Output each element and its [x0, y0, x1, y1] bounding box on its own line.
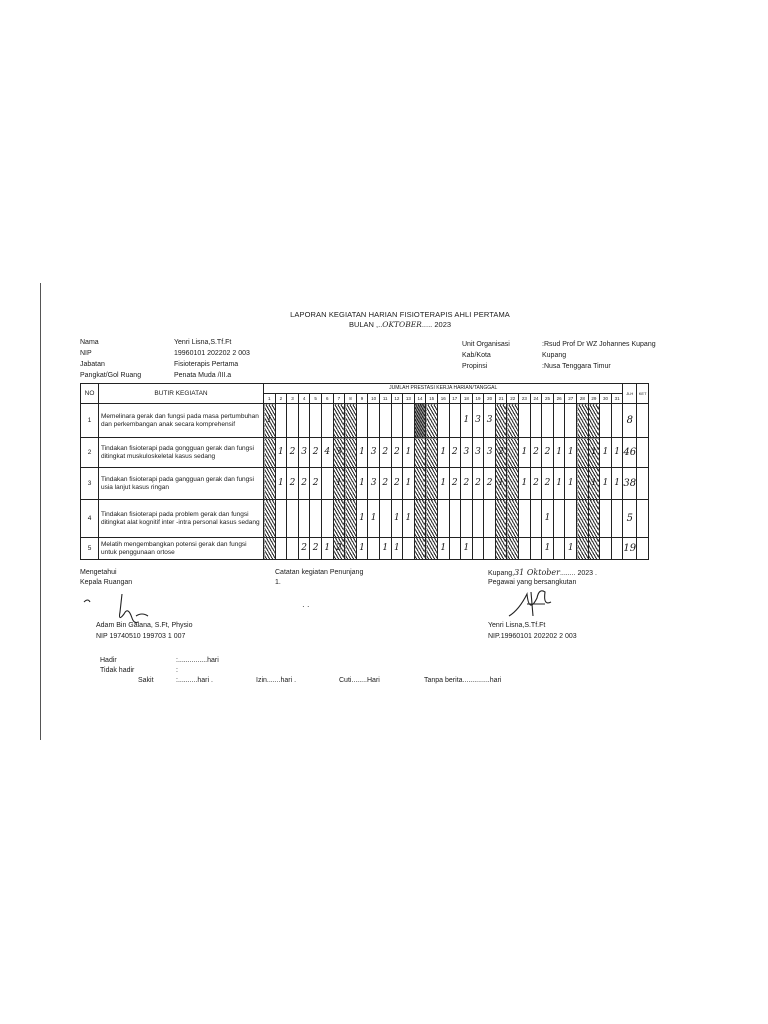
- day-number: 14: [414, 394, 426, 404]
- daily-count-cell: [414, 438, 426, 468]
- daily-count-cell: [495, 538, 507, 560]
- daily-count-cell: [530, 500, 542, 538]
- day-number: 2: [275, 394, 287, 404]
- daily-count-cell: [368, 538, 380, 560]
- cuti-text: Cuti........Hari: [339, 677, 380, 684]
- kabkota-value: Kupang: [542, 352, 567, 359]
- daily-count-cell: [368, 404, 380, 438]
- daily-count-cell: [553, 404, 565, 438]
- daily-count-cell: [414, 468, 426, 500]
- daily-count-cell: [391, 404, 403, 438]
- daily-count-cell: 1: [611, 438, 623, 468]
- unit-value: :Rsud Prof Dr WZ Johannes Kupang: [542, 341, 656, 348]
- daily-count-cell: [495, 500, 507, 538]
- day-number: 15: [426, 394, 438, 404]
- day-number: 13: [403, 394, 415, 404]
- day-number: 6: [321, 394, 333, 404]
- daily-count-cell: [530, 538, 542, 560]
- daily-count-cell: [321, 500, 333, 538]
- daily-count-cell: 1: [519, 438, 531, 468]
- daily-count-cell: [426, 468, 438, 500]
- day-number: 28: [577, 394, 589, 404]
- daily-count-cell: 1: [600, 438, 612, 468]
- daily-count-cell: 2: [379, 438, 391, 468]
- daily-count-cell: [287, 538, 299, 560]
- daily-count-cell: [577, 468, 589, 500]
- daily-count-cell: 1: [356, 438, 368, 468]
- kepala-name: Adam Bin Galana, S.Ft, Physio: [96, 622, 193, 629]
- daily-count-cell: 3: [484, 438, 496, 468]
- catatan-label: Catatan kegiatan Penunjang: [275, 569, 364, 576]
- daily-count-cell: [437, 500, 449, 538]
- row-total: 8: [623, 404, 637, 438]
- daily-count-cell: 2: [472, 468, 484, 500]
- table-row: [81, 538, 649, 560]
- daily-count-cell: 1: [461, 538, 473, 560]
- sakit-label: Sakit: [138, 677, 154, 684]
- daily-count-cell: 1: [600, 468, 612, 500]
- daily-count-cell: [519, 404, 531, 438]
- daily-count-cell: 2: [495, 438, 507, 468]
- row-total: 5: [623, 500, 637, 538]
- tanpa-berita-text: Tanpa berita..............hari: [424, 677, 502, 684]
- daily-count-cell: [472, 500, 484, 538]
- daily-count-cell: [577, 438, 589, 468]
- daily-count-cell: 1: [356, 538, 368, 560]
- col-jlh-header: JLH: [623, 384, 637, 404]
- tidak-hadir-label: Tidak hadir: [100, 667, 135, 674]
- row-total: 38: [623, 468, 637, 500]
- daily-count-cell: 2: [530, 468, 542, 500]
- activity-table: [80, 383, 649, 560]
- daily-count-cell: [472, 538, 484, 560]
- row-ket: [637, 500, 649, 538]
- table-row: [81, 500, 649, 538]
- daily-count-cell: 1: [565, 468, 577, 500]
- pegawai-label: Pegawai yang bersangkutan: [488, 579, 577, 586]
- kepala-ruangan-label: Kepala Ruangan: [80, 579, 133, 586]
- daily-count-cell: 2: [298, 468, 310, 500]
- pegawai-signature: [505, 586, 565, 622]
- daily-count-cell: [507, 500, 519, 538]
- row-number: 1: [81, 404, 99, 438]
- daily-count-cell: 3: [484, 404, 496, 438]
- month-year: ..... 2023: [421, 320, 452, 329]
- daily-count-cell: [600, 500, 612, 538]
- daily-count-cell: 1: [403, 438, 415, 468]
- daily-count-cell: [275, 500, 287, 538]
- day-number: 24: [530, 394, 542, 404]
- activity-description: Tindakan fisioterapi pada problem gerak dan fungsi ditingkat alat kognitif inter -intra personal kasus sedang: [99, 500, 264, 538]
- pegawai-nip: NIP.19960101 202202 2 003: [488, 633, 577, 640]
- report-month: [80, 320, 720, 329]
- daily-count-cell: [333, 404, 345, 438]
- day-number: 26: [553, 394, 565, 404]
- row-ket: [637, 468, 649, 500]
- day-number: 21: [495, 394, 507, 404]
- day-number: 23: [519, 394, 531, 404]
- col-butir-header: BUTIR KEGIATAN: [99, 384, 264, 404]
- daily-count-cell: [379, 500, 391, 538]
- daily-count-cell: 1: [275, 468, 287, 500]
- daily-count-cell: 2: [298, 538, 310, 560]
- activity-description: Memelinara gerak dan fungsi pada masa pertumbuhan dan perkembangan anak secara komprehensif: [99, 404, 264, 438]
- daily-count-cell: [426, 500, 438, 538]
- daily-count-cell: [553, 538, 565, 560]
- daily-count-cell: [507, 404, 519, 438]
- day-number: 25: [542, 394, 554, 404]
- daily-count-cell: 2: [391, 468, 403, 500]
- daily-count-cell: [414, 500, 426, 538]
- activity-description: Tindakan fisioterapi pada gongguan gerak dan fungsi ditingkat muskuloskeletal kasus sedang: [99, 438, 264, 468]
- daily-count-cell: 3: [368, 438, 380, 468]
- daily-count-cell: 1: [588, 438, 600, 468]
- col-jumlah-header: JUMLAH PRESTASI KERJA HARIAN/TANGGAL: [264, 384, 623, 394]
- hadir-label: Hadir: [100, 657, 117, 664]
- daily-count-cell: 1: [588, 468, 600, 500]
- daily-count-cell: [379, 404, 391, 438]
- daily-count-cell: 1: [565, 538, 577, 560]
- daily-count-cell: [588, 538, 600, 560]
- pangkat-label: Pangkat/Gol Ruang: [80, 372, 142, 379]
- day-number: 7: [333, 394, 345, 404]
- daily-count-cell: [414, 538, 426, 560]
- row-ket: [637, 438, 649, 468]
- daily-count-cell: 1: [542, 538, 554, 560]
- day-number: 18: [461, 394, 473, 404]
- day-number: 16: [437, 394, 449, 404]
- daily-count-cell: [577, 500, 589, 538]
- activity-description: Tindakan fisioterapi pada gangguan gerak dan fungsi usia lanjut kasus ringan: [99, 468, 264, 500]
- catatan-item: 1.: [275, 579, 281, 586]
- table-row: [81, 438, 649, 468]
- day-number: 4: [298, 394, 310, 404]
- daily-count-cell: [449, 500, 461, 538]
- scan-edge-line: [40, 283, 41, 740]
- daily-count-cell: 3: [368, 468, 380, 500]
- daily-count-cell: [287, 404, 299, 438]
- daily-count-cell: 4: [321, 438, 333, 468]
- daily-count-cell: [345, 468, 357, 500]
- daily-count-cell: 2: [310, 438, 322, 468]
- daily-count-cell: 3: [461, 438, 473, 468]
- daily-count-cell: [600, 538, 612, 560]
- daily-count-cell: 3: [472, 404, 484, 438]
- day-number: 10: [368, 394, 380, 404]
- daily-count-cell: 1: [321, 538, 333, 560]
- unit-label: Unit Organisasi: [462, 341, 510, 348]
- daily-count-cell: [588, 404, 600, 438]
- daily-count-cell: 2: [449, 438, 461, 468]
- col-no-header: NO: [81, 384, 99, 404]
- daily-count-cell: 1: [553, 468, 565, 500]
- daily-count-cell: [507, 538, 519, 560]
- report-title: LAPORAN KEGIATAN HARIAN FISIOTERAPIS AHLI PERTAMA: [290, 310, 510, 319]
- day-number: 11: [379, 394, 391, 404]
- daily-count-cell: [310, 404, 322, 438]
- pegawai-name: Yenri Lisna,S.Tf.Ft: [488, 622, 546, 629]
- daily-count-cell: 3: [333, 438, 345, 468]
- day-number: 29: [588, 394, 600, 404]
- kupang-year: ........ 2023 .: [559, 570, 597, 577]
- month-value: OKTOBER: [382, 320, 422, 329]
- daily-count-cell: 1: [403, 468, 415, 500]
- daily-count-cell: [437, 404, 449, 438]
- kupang-prefix: Kupang,: [488, 570, 515, 577]
- daily-count-cell: 2: [542, 438, 554, 468]
- daily-count-cell: 2: [484, 468, 496, 500]
- daily-count-cell: [507, 468, 519, 500]
- activity-description: Melatih mengembangkan potensi gerak dan fungsi untuk penggunaan ortose: [99, 538, 264, 560]
- propinsi-label: Propinsi: [462, 363, 488, 370]
- daily-count-cell: [403, 538, 415, 560]
- daily-count-cell: 1: [437, 468, 449, 500]
- nip-label: NIP: [80, 350, 92, 357]
- table-row: [81, 468, 649, 500]
- daily-count-cell: [519, 500, 531, 538]
- daily-count-cell: 2: [542, 468, 554, 500]
- jabatan-value: Fisioterapis Pertama: [174, 361, 239, 368]
- nama-label: Nama: [80, 339, 99, 346]
- daily-count-cell: [565, 500, 577, 538]
- daily-count-cell: 1: [553, 438, 565, 468]
- row-number: 5: [81, 538, 99, 560]
- daily-count-cell: 1: [611, 468, 623, 500]
- daily-count-cell: [600, 404, 612, 438]
- daily-count-cell: 2: [333, 538, 345, 560]
- day-number: 3: [287, 394, 299, 404]
- daily-count-cell: 1: [565, 438, 577, 468]
- daily-count-cell: [264, 500, 276, 538]
- row-number: 4: [81, 500, 99, 538]
- daily-count-cell: 3: [298, 438, 310, 468]
- pangkat-value: Penata Muda /III.a: [174, 372, 232, 379]
- table-row: [81, 404, 649, 438]
- daily-count-cell: 1: [495, 468, 507, 500]
- day-number: 9: [356, 394, 368, 404]
- row-number: 3: [81, 468, 99, 500]
- mengetahui-label: Mengetahui: [80, 569, 117, 576]
- daily-count-cell: [321, 468, 333, 500]
- daily-count-cell: 2: [530, 438, 542, 468]
- daily-count-cell: 1: [391, 500, 403, 538]
- daily-count-cell: [577, 538, 589, 560]
- daily-count-cell: 1: [368, 500, 380, 538]
- daily-count-cell: 1: [275, 438, 287, 468]
- kupang-date: [488, 568, 597, 578]
- row-ket: [637, 404, 649, 438]
- daily-count-cell: [449, 538, 461, 560]
- day-number: 20: [484, 394, 496, 404]
- daily-count-cell: [426, 538, 438, 560]
- daily-count-cell: [588, 500, 600, 538]
- jabatan-label: Jabatan: [80, 361, 105, 368]
- daily-count-cell: [403, 404, 415, 438]
- daily-count-cell: [345, 404, 357, 438]
- kabkota-label: Kab/Kota: [462, 352, 491, 359]
- daily-count-cell: [287, 500, 299, 538]
- daily-count-cell: 1: [519, 468, 531, 500]
- daily-count-cell: [542, 404, 554, 438]
- kepala-nip: NIP 19740510 199703 1 007: [96, 633, 186, 640]
- row-number: 2: [81, 438, 99, 468]
- day-number: 17: [449, 394, 461, 404]
- day-number: 27: [565, 394, 577, 404]
- propinsi-value: :Nusa Tenggara Timur: [542, 363, 611, 370]
- izin-text: Izin.......hari .: [256, 677, 297, 684]
- daily-count-cell: [426, 404, 438, 438]
- daily-count-cell: [321, 404, 333, 438]
- daily-count-cell: 2: [379, 468, 391, 500]
- daily-count-cell: 1: [379, 538, 391, 560]
- daily-count-cell: [484, 538, 496, 560]
- daily-count-cell: [577, 404, 589, 438]
- day-number: 31: [611, 394, 623, 404]
- col-ket-header: KET: [637, 384, 649, 404]
- daily-count-cell: 1: [356, 468, 368, 500]
- kupang-date-handwritten: 31 Oktober: [514, 568, 560, 577]
- day-number: 8: [345, 394, 357, 404]
- daily-count-cell: [484, 500, 496, 538]
- daily-count-cell: 1: [461, 404, 473, 438]
- daily-count-cell: [298, 500, 310, 538]
- daily-count-cell: [310, 500, 322, 538]
- daily-count-cell: 2: [449, 468, 461, 500]
- daily-count-cell: [264, 538, 276, 560]
- daily-count-cell: [414, 404, 426, 438]
- daily-count-cell: [611, 538, 623, 560]
- day-number: 30: [600, 394, 612, 404]
- daily-count-cell: [345, 500, 357, 538]
- day-number: 12: [391, 394, 403, 404]
- day-number: 19: [472, 394, 484, 404]
- daily-count-cell: [519, 538, 531, 560]
- daily-count-cell: 2: [310, 468, 322, 500]
- daily-count-cell: [611, 500, 623, 538]
- day-number: 1: [264, 394, 276, 404]
- daily-count-cell: 1: [403, 500, 415, 538]
- daily-count-cell: [611, 404, 623, 438]
- daily-count-cell: 3: [472, 438, 484, 468]
- daily-count-cell: [275, 538, 287, 560]
- daily-count-cell: 1: [437, 538, 449, 560]
- daily-count-cell: [345, 538, 357, 560]
- daily-count-cell: [264, 468, 276, 500]
- daily-count-cell: 2: [391, 438, 403, 468]
- daily-count-cell: 2: [287, 468, 299, 500]
- dot-marks: · ·: [302, 602, 310, 611]
- row-total: 19: [623, 538, 637, 560]
- kepala-signature: [82, 590, 162, 624]
- daily-count-cell: [565, 404, 577, 438]
- hadir-value: :...............hari: [176, 657, 219, 664]
- daily-count-cell: [333, 500, 345, 538]
- daily-count-cell: [461, 500, 473, 538]
- day-number: 22: [507, 394, 519, 404]
- daily-count-cell: [356, 404, 368, 438]
- daily-count-cell: 2: [287, 438, 299, 468]
- daily-count-cell: [553, 500, 565, 538]
- daily-count-cell: 2: [310, 538, 322, 560]
- daily-count-cell: [426, 438, 438, 468]
- daily-count-cell: 1: [333, 468, 345, 500]
- row-total: 46: [623, 438, 637, 468]
- daily-count-cell: [345, 438, 357, 468]
- daily-count-cell: 1: [264, 404, 276, 438]
- daily-count-cell: [449, 404, 461, 438]
- daily-count-cell: 1: [391, 538, 403, 560]
- daily-count-cell: [507, 438, 519, 468]
- sakit-value: :..........hari .: [176, 677, 213, 684]
- daily-count-cell: [298, 404, 310, 438]
- daily-count-cell: 2: [461, 468, 473, 500]
- daily-count-cell: 1: [356, 500, 368, 538]
- nip-value: 19960101 202202 2 003: [174, 350, 250, 357]
- activity-rows: [81, 404, 649, 560]
- daily-count-cell: [264, 438, 276, 468]
- month-label: BULAN ,..: [348, 320, 383, 329]
- daily-count-cell: [275, 404, 287, 438]
- row-ket: [637, 538, 649, 560]
- daily-count-cell: [495, 404, 507, 438]
- daily-count-cell: [530, 404, 542, 438]
- tidak-hadir-value: :: [176, 667, 178, 674]
- daily-count-cell: 1: [437, 438, 449, 468]
- daily-count-cell: 1: [542, 500, 554, 538]
- nama-value: Yenri Lisna,S.Tf.Ft: [174, 339, 232, 346]
- day-number: 5: [310, 394, 322, 404]
